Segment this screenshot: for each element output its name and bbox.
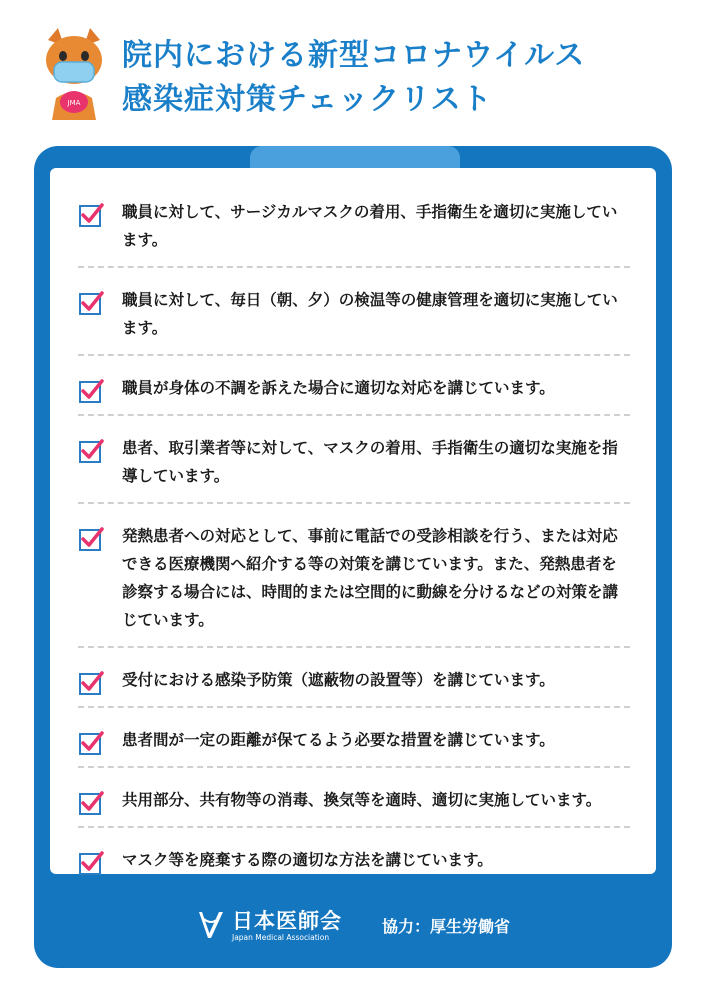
checkbox-checked-icon [78,202,104,228]
title-line-2: 感染症対策チェックリスト [122,82,493,117]
checklist-item [78,660,630,708]
checklist-item [78,840,630,886]
checklist [78,192,630,898]
svg-text:JMA: JMA [67,99,81,107]
page-title [122,34,692,122]
checkbox-checked-icon [78,670,104,696]
checklist-item [78,428,630,504]
checklist-item-text: 受付における感染予防策（遮蔽物の設置等）を講じています。 [122,671,555,689]
jma-logo-icon [196,909,226,941]
checklist-item [78,280,630,356]
checklist-item [78,368,630,416]
mascot-icon [36,26,112,126]
org-name-en: Japan Medical Association [231,932,330,942]
checklist-item-text: 発熱患者への対応として、事前に電話での受診相談を行う、または対応できる医療機関へ紹介する等の対策を講じています。また、発熱患者を診察する場合には、時間的または空間的に動線を分けるなどの対策を講じています。 [122,527,619,629]
checklist-item-text: 患者間が一定の距離が保てるよう必要な措置を講じています。 [122,731,555,749]
checkbox-checked-icon [78,790,104,816]
checklist-item-text: 患者、取引業者等に対して、マスクの着用、手指衛生の適切な実施を指導しています。 [122,439,618,485]
checklist-item [78,780,630,828]
checklist-item-text: 職員に対して、毎日（朝、夕）の検温等の健康管理を適切に実施しています。 [122,291,618,337]
checklist-item [78,516,630,648]
checklist-item [78,720,630,768]
jma-brand [196,909,342,942]
checklist-item-text: 共用部分、共有物等の消毒、換気等を適時、適切に実施しています。 [122,791,602,809]
checkbox-checked-icon [78,526,104,552]
checklist-item-text: 職員が身体の不調を訴えた場合に適切な対応を講じています。 [122,379,555,397]
footer [34,890,672,960]
checkbox-checked-icon [78,438,104,464]
checklist-item-text: 職員に対して、サージカルマスクの着用、手指衛生を適切に実施しています。 [122,203,618,249]
cooperation-credit: 協力：厚生労働省 [381,916,510,936]
checklist-item [78,192,630,268]
org-name: 日本医師会 [231,908,342,933]
checklist-item-text: マスク等を廃棄する際の適切な方法を講じています。 [122,851,493,869]
title-line-1: 院内における新型コロナウイルス [122,38,586,73]
checkbox-checked-icon [78,290,104,316]
checkbox-checked-icon [78,730,104,756]
checkbox-checked-icon [78,378,104,404]
checkbox-checked-icon [78,850,104,876]
